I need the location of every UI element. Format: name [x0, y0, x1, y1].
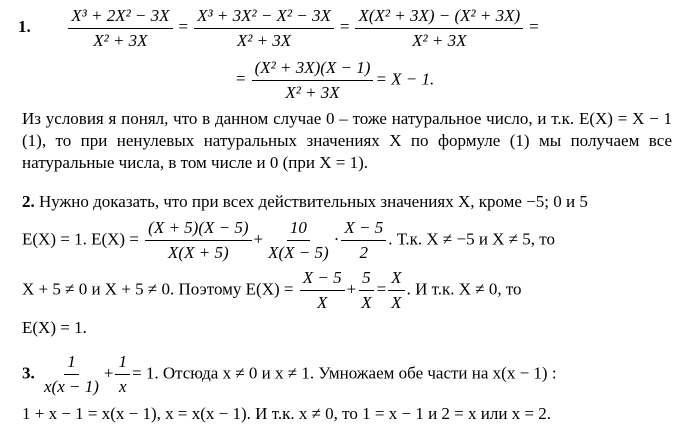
- problem2-fraction-5: $\frac{5}{X}$: [358, 268, 374, 313]
- problem1-result: = X − 1.: [375, 69, 435, 89]
- problem2-line2: E(X) = 1. E(X) = $\frac{(X + 5)(X - 5)}{X(X + 5)}$ + $\frac{10}{X(X - 5)}$ · $\frac{X - 5}{2}$ . Т.к. X ≠ −5 и X ≠ 5, то: [22, 218, 555, 262]
- problem1-text: Из условия я понял, что в данном случае 0 – тоже натуральное число, и т.к. E(X) = X − 1 (1), то при ненулевых натуральных значениях X по формуле (1) мы получаем все натуральные числа, в том числе и 0 (при X = 1).: [22, 109, 672, 172]
- problem1-fraction-1: $\frac{\text{X³ + 2X² − 3X}}{\text{X² + 3X}}$: [68, 6, 172, 51]
- problem3-number: 3.: [22, 363, 35, 383]
- problem2-fraction-3: $\frac{X - 5}{2}$: [341, 218, 386, 263]
- problem2-line3: X + 5 ≠ 0 и X + 5 ≠ 0. Поэтому E(X) = $\frac{X - 5}{X}$ + $\frac{5}{X}$ = $\frac{X}{X}$ . И т.к. X ≠ 0, то: [22, 268, 522, 312]
- problem3-fraction-1: $\frac{1}{x(x - 1)}$: [44, 352, 99, 396]
- problem1-fraction-3: $\frac{\text{X(X² + 3X) − (X² + 3X)}}{\text{X² + 3X}}$: [355, 6, 523, 51]
- problem2-fraction-1: $\frac{(X + 5)(X - 5)}{X(X + 5)}$: [145, 218, 251, 263]
- problem3-fraction-2: $\frac{1}{x}$: [115, 352, 130, 397]
- problem1-number: 1.: [18, 17, 31, 37]
- problem2-fraction-4: $\frac{X - 5}{X}$: [300, 268, 345, 313]
- problem2-line1: [22, 192, 588, 212]
- problem2-number: 2.: [22, 192, 35, 211]
- problem3-line1: 3. $\frac{1}{x(x - 1)}$ + $\frac{1}{x}$ = 1. Отсюда x ≠ 0 и x ≠ 1. Умножаем обе части на x(x − 1) :: [22, 352, 557, 396]
- problem2-line4: E(X) = 1.: [22, 318, 87, 337]
- problem3-line2: 1 + x − 1 = x(x − 1), x = x(x − 1). И т.к. x ≠ 0, то 1 = x − 1 и 2 = x или x = 2.: [22, 404, 552, 423]
- problem2-fraction-2: $\frac{10}{X(X - 5)}$: [268, 218, 329, 262]
- problem1-fraction-2: $\frac{\text{X³ + 3X² − X² − 3X}}{\text{X² + 3X}}$: [194, 6, 334, 51]
- problem1-line2: = $\frac{\text{(X² + 3X)(X − 1)}}{\text{X² + 3X}}$ = X − 1.: [236, 58, 435, 102]
- problem1-line1: 1. $\frac{\text{X³ + 2X² − 3X}}{\text{X² + 3X}}$ = $\frac{\text{X³ + 3X² − X² − 3X}}{\text{X² + 3X}}$ = $\frac{\text{X(X² + 3X) − (X² + 3X)}}{\text{X² + 3X}}$ =: [18, 6, 539, 50]
- problem2-fraction-6: $\frac{X}{X}$: [388, 268, 404, 313]
- problem2-intro: Нужно доказать, что при всех действительных значениях X, кроме −5; 0 и 5: [39, 192, 588, 211]
- problem1-fraction-4: $\frac{\text{(X² + 3X)(X − 1)}}{\text{X² + 3X}}$: [252, 58, 374, 103]
